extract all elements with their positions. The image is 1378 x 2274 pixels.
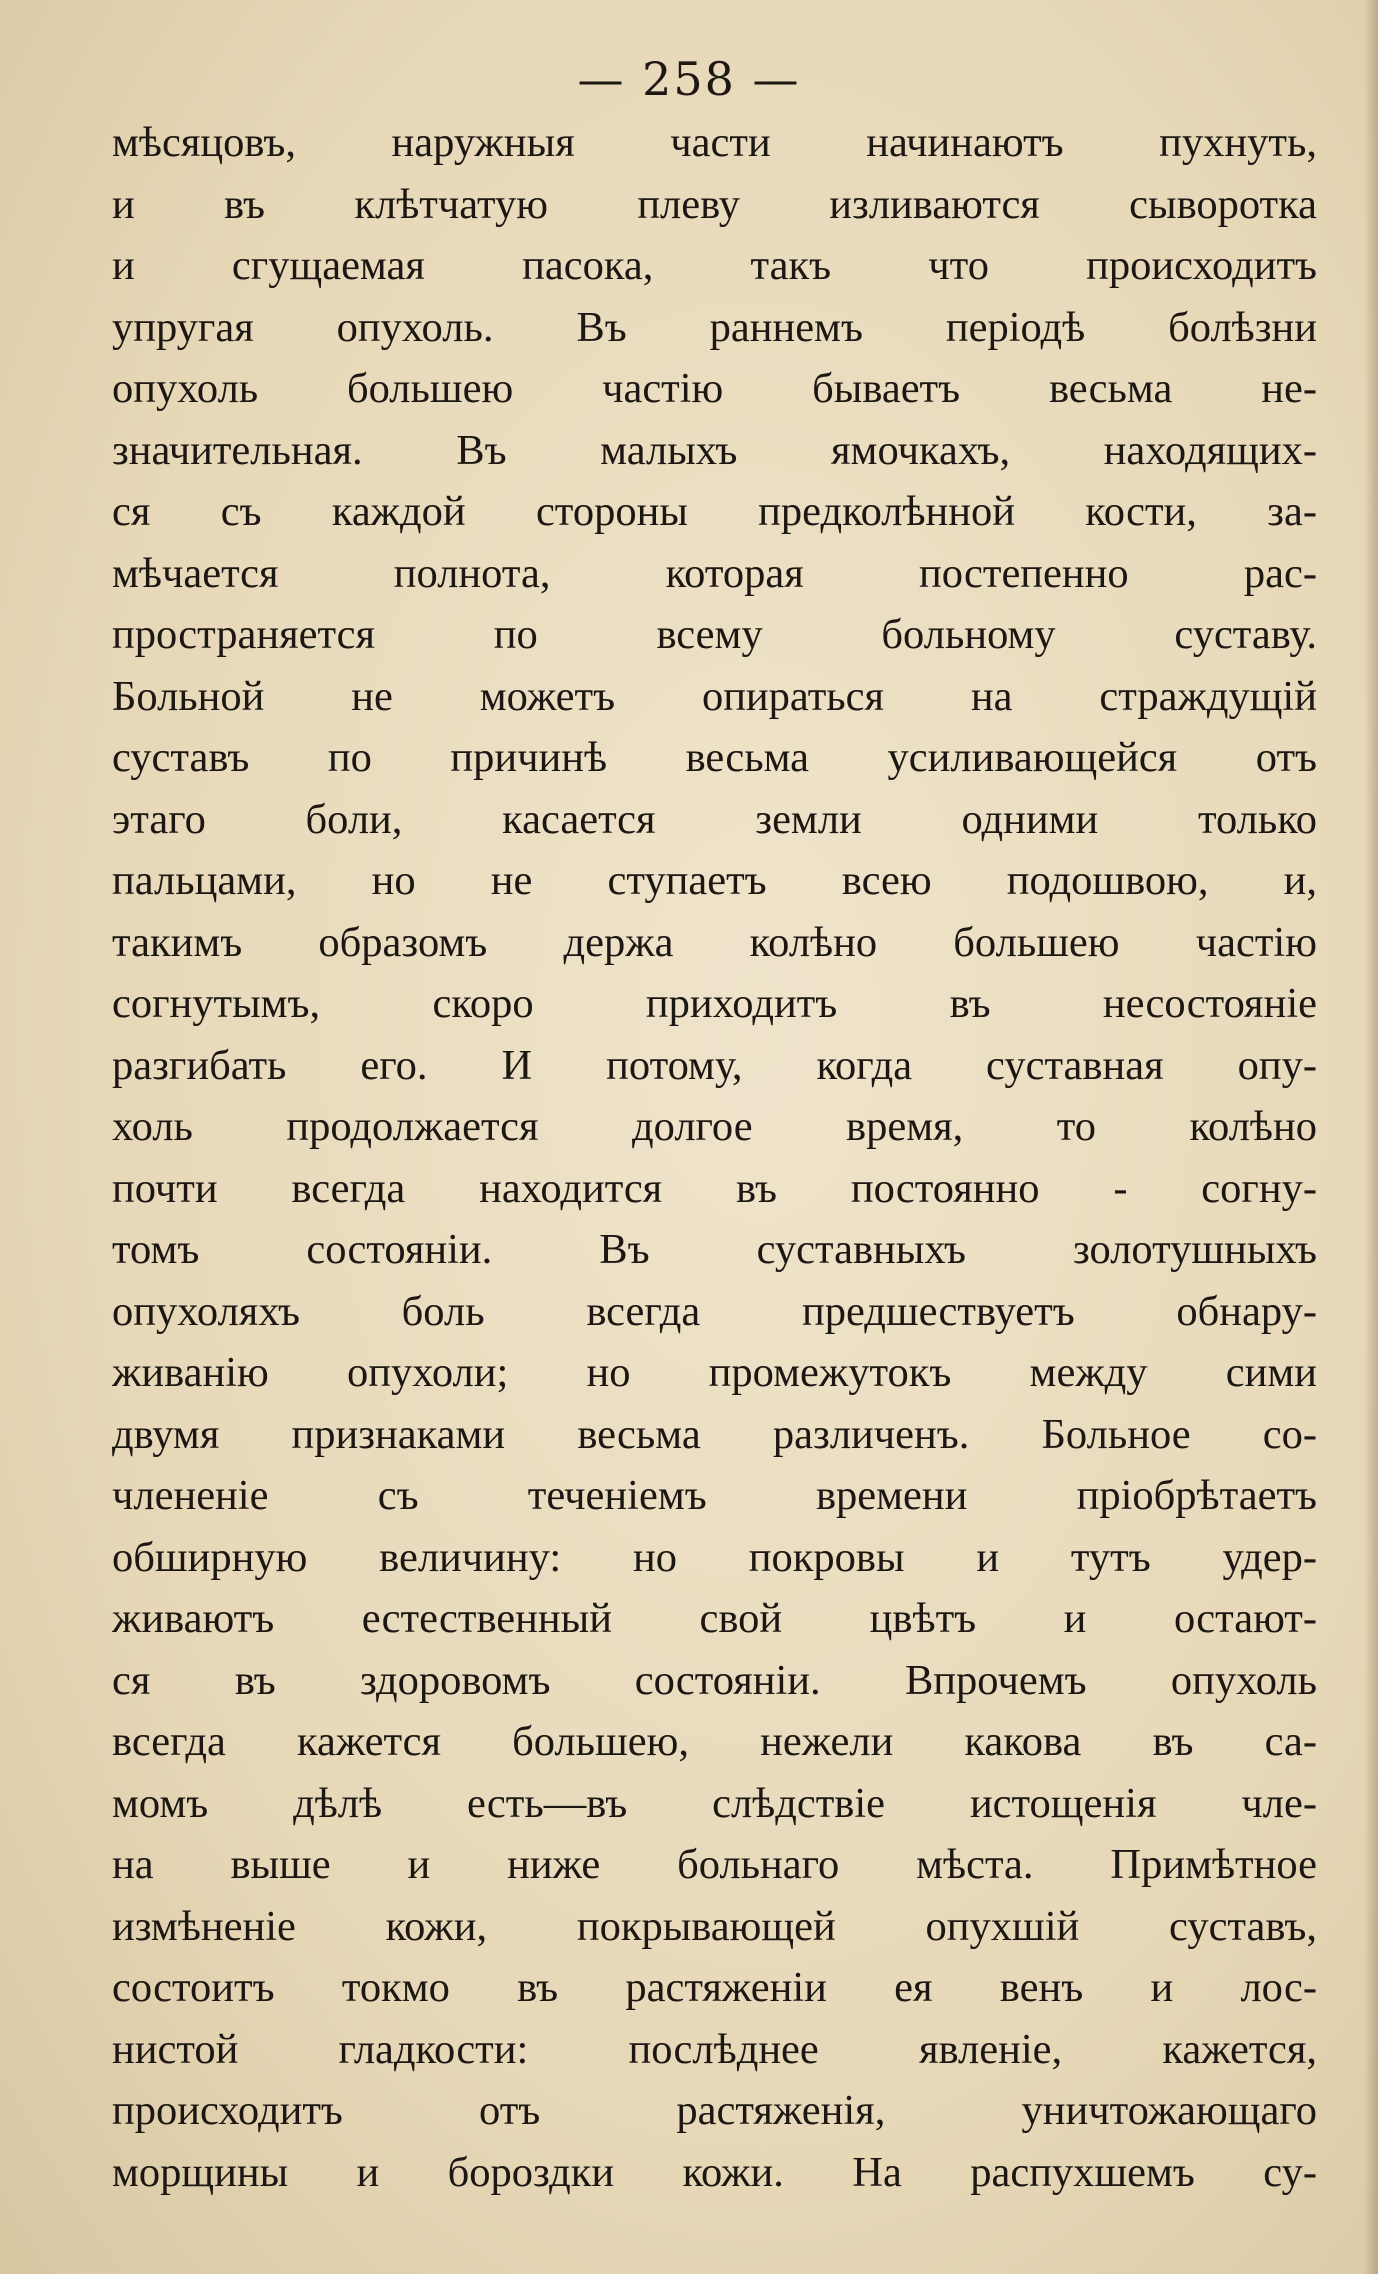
body-text — [112, 112, 1317, 2203]
text-line: нистой гладкости: послѣднее явленіе, кажется, — [112, 2025, 1317, 2073]
text-line: живаютъ естественный свой цвѣтъ и остают- — [112, 1595, 1317, 1642]
text-line: и сгущаемая пасока, такъ что происходитъ — [112, 242, 1317, 289]
text-line: холь продолжается долгое время, то колѣно — [112, 1103, 1317, 1150]
text-line: упругая опухоль. Въ раннемъ періодѣ болѣзни — [112, 303, 1317, 351]
page-number: — 258 — — [577, 52, 801, 106]
text-line: состоитъ токмо въ растяженіи ея венъ и лос- — [112, 1964, 1317, 2011]
text-line: томъ состояніи. Въ суставныхъ золотушныхъ — [112, 1226, 1317, 1273]
page-edge-shadow — [1364, 0, 1378, 2274]
text-line: и въ клѣтчатую плеву изливаются сыворотка — [112, 180, 1317, 228]
text-line: измѣненіе кожи, покрывающей опухшій суставъ, — [112, 1902, 1317, 1950]
text-line: всегда кажется большею, нежели какова въ са- — [112, 1718, 1317, 1765]
text-line: опухоляхъ боль всегда предшествуетъ обнару- — [112, 1287, 1317, 1335]
text-line: мѣсяцовъ, наружныя части начинаютъ пухнуть, — [112, 119, 1317, 166]
text-line: мѣчается полнота, которая постепенно рас- — [112, 549, 1317, 597]
text-line: члененіе съ теченіемъ времени пріобрѣтаетъ — [112, 1472, 1317, 1519]
text-line: на выше и ниже больнаго мѣста. Примѣтное — [112, 1841, 1317, 1888]
text-line: двумя признаками весьма различенъ. Больное со- — [112, 1410, 1317, 1458]
text-line: такимъ образомъ держа колѣно большею частію — [112, 918, 1317, 966]
text-line: происходитъ отъ растяженія, уничтожающаго — [112, 2087, 1317, 2134]
text-line: суставъ по причинѣ весьма усиливающейся отъ — [112, 734, 1317, 781]
text-line: живанію опухоли; но промежутокъ между сими — [112, 1349, 1317, 1396]
text-line: пространяется по всему больному суставу. — [112, 611, 1317, 658]
text-line: обширную величину: но покровы и тутъ удер- — [112, 1533, 1317, 1581]
text-line: морщины и бороздки кожи. На распухшемъ су- — [112, 2148, 1317, 2196]
text-line: согнутымъ, скоро приходитъ въ несостояніе — [112, 980, 1317, 1027]
text-line: Больной не можетъ опираться на страждущій — [112, 672, 1317, 720]
text-line: почти всегда находится въ постоянно - согну- — [112, 1164, 1317, 1212]
text-line: разгибать его. И потому, когда суставная опу- — [112, 1041, 1317, 1089]
text-line: ся въ здоровомъ состояніи. Впрочемъ опухоль — [112, 1656, 1317, 1704]
text-line: значительная. Въ малыхъ ямочкахъ, находящих- — [112, 426, 1317, 474]
text-line: опухоль большею частію бываетъ весьма не- — [112, 365, 1317, 412]
text-line: ся съ каждой стороны предколѣнной кости, за- — [112, 488, 1317, 535]
text-line: пальцами, но не ступаетъ всею подошвою, и, — [112, 857, 1317, 904]
text-line: этаго боли, касается земли одними только — [112, 795, 1317, 843]
text-line: момъ дѣлѣ есть—въ слѣдствіе истощенія чле- — [112, 1779, 1317, 1827]
